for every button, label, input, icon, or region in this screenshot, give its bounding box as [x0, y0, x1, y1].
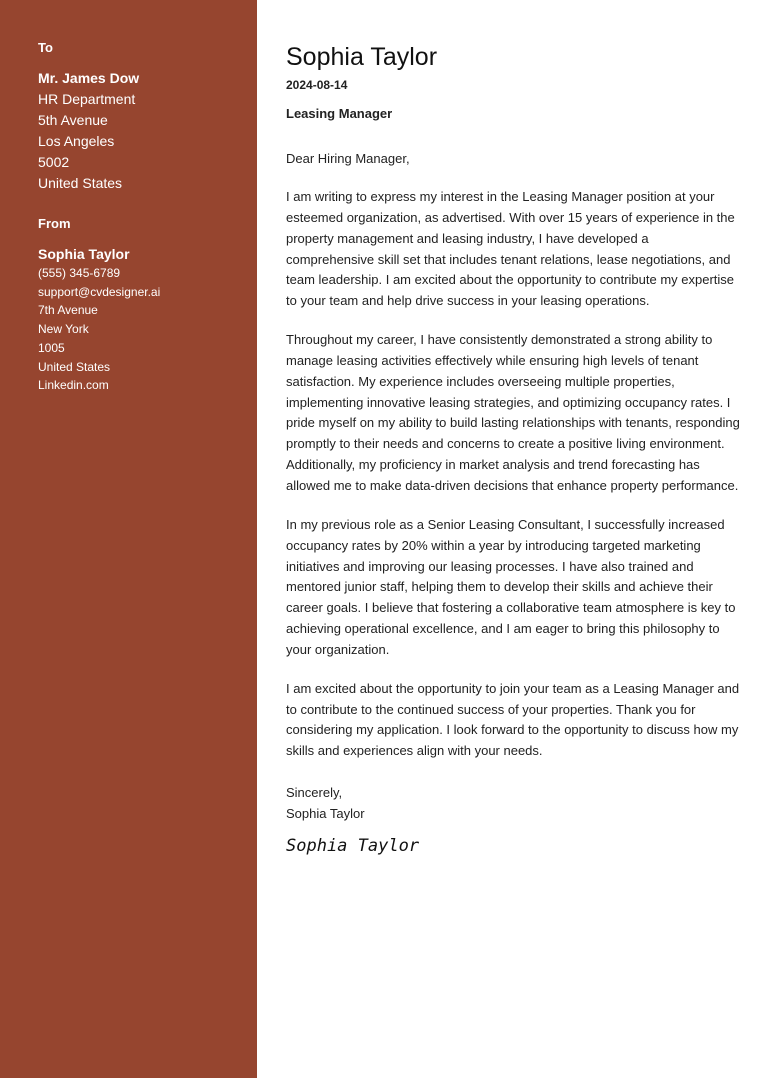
sender-name: Sophia Taylor — [38, 246, 130, 262]
letter-date: 2024-08-14 — [286, 78, 348, 92]
closing-block — [286, 782, 740, 824]
sender-postal-code: 1005 — [38, 340, 65, 355]
signature: Sophia Taylor — [286, 836, 420, 857]
contact-sidebar — [0, 0, 257, 1078]
recipient-heading: To — [38, 40, 53, 55]
sender-phone[interactable]: (555) 345-6789 — [38, 266, 121, 280]
sender-city: New York — [38, 322, 89, 337]
closing-name: Sophia Taylor — [286, 806, 365, 822]
recipient-department: HR Department — [38, 91, 136, 107]
recipient-street: 5th Avenue — [38, 112, 108, 128]
recipient-country: United States — [38, 175, 123, 191]
sender-email[interactable]: support@cvdesigner.ai — [38, 284, 161, 299]
paragraph-closing: I am excited about the opportunity to join your team as a Leasing Manager and to contribute to the continued success of your properties. Thank you for considering my application. I look forward to the opportunity to discuss how my skills and experiences align with your needs. — [286, 680, 740, 759]
letter-body — [257, 0, 768, 1078]
page-title: Sophia Taylor — [286, 43, 438, 71]
job-title: Leasing Manager — [286, 106, 393, 121]
paragraph-intro: I am writing to express my interest in the Leasing Manager position at your esteemed organization, as advertised. With over 15 years of experience in the property management and leasing industry, I have developed a comprehensive skill set that includes tenant relations, lease negotiations, and team leadership. I am excited about the opportunity to contribute my expertise to your team and help drive success in your leasing operations. — [286, 189, 735, 309]
sender-country: United States — [38, 359, 111, 374]
closing-phrase: Sincerely, — [286, 785, 343, 801]
recipient-name: Mr. James Dow — [38, 70, 140, 86]
recipient-city: Los Angeles — [38, 133, 115, 149]
salutation: Dear Hiring Manager, — [286, 151, 410, 166]
recipient-postal-code: 5002 — [38, 154, 70, 170]
paragraph-achievements: In my previous role as a Senior Leasing Consultant, I successfully increased occupancy rates by 20% within a year by introducing targeted marketing initiatives and improving our leasing processes. I have also trained and mentored junior staff, helping them to develop their skills and achieve their career goals. I believe that fostering a collaborative team atmosphere is key to achieving operational excellence, and I am eager to bring this philosophy to your organization. — [286, 516, 736, 657]
sender-street: 7th Avenue — [38, 303, 98, 318]
sender-linkedin-link[interactable]: Linkedin.com — [38, 378, 109, 393]
sender-heading: From — [38, 216, 71, 231]
paragraph-experience: Throughout my career, I have consistently demonstrated a strong ability to manage leasing activities effectively while ensuring high levels of tenant satisfaction. My experience includes overseeing multiple properties, implementing innovative leasing strategies, and optimizing occupancy rates. I pride myself on my ability to build lasting relationships with tenants, responding promptly to their needs and concerns to create a positive living environment. Additionally, my proficiency in market analysis and trend forecasting has allowed me to make data-driven decisions that enhance property performance. — [286, 332, 740, 493]
